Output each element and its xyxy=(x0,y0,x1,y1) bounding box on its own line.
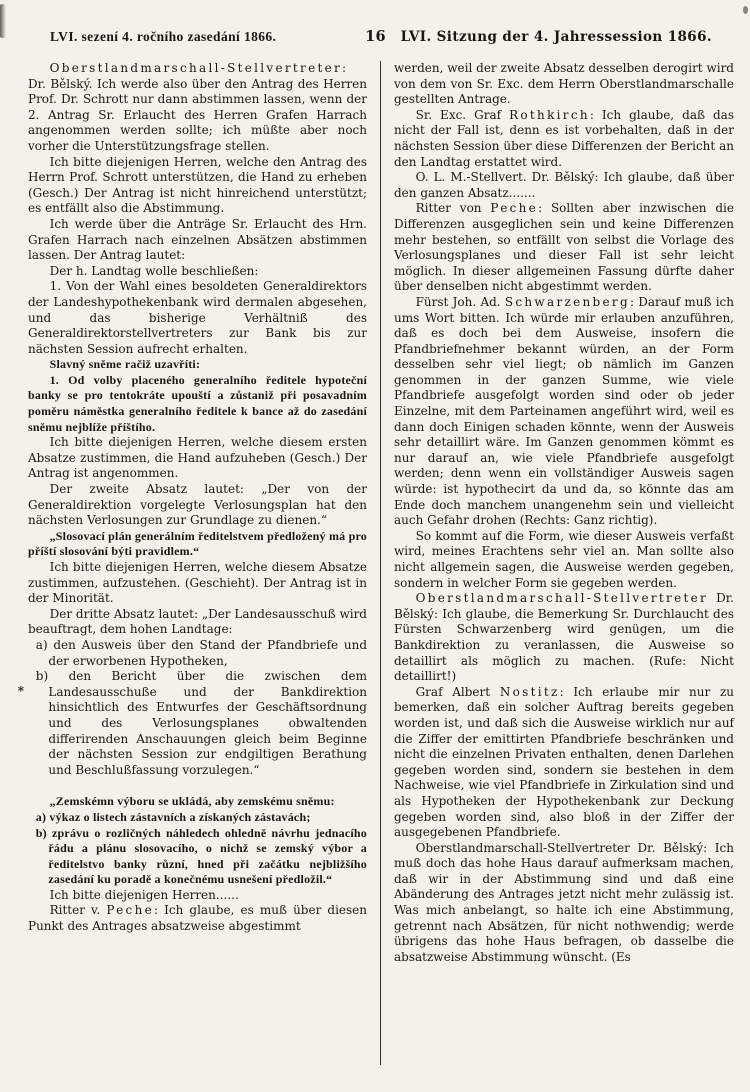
speaker-name: Rothkirch xyxy=(509,107,590,122)
text-run: Dr. Bělský. Ich werde also über den Antrag des Herren Prof. Dr. Schrott nur dann abstimmen lassen, wenn der 2. Antrag Sr. Erlaucht des Herren Grafen Harrach angenommen werden sollte; ich müßte aber noch vorher die Unterstützungsfrage stellen. xyxy=(28,76,367,153)
paragraph xyxy=(394,591,734,685)
text-run: Der zweite Absatz lautet: „Der von der Generaldirektion vorgelegte Verlosungsplan hat den nächsten Verlosungen zur Grundlage zu dienen.“ xyxy=(28,482,367,528)
paragraph xyxy=(28,435,367,482)
paragraph xyxy=(394,61,734,108)
text-run: : Darauf muß ich ums Wort bitten. Ich würde mir erlauben anzuführen, daß es doch bei dem Ausweise, insofern die Pfandbriefnehmer bekannt würden, an der Form desselben sehr viel liegt; ob nämlich im Ganzen genommen in der ganzen Summe, wie viele Pfandbriefe ausgefolgt worden sind oder ob jeder Einzelne, mit dem Parteinamen angeführt wird, weil es dann doch Einigen schaden könnte, wenn der Ausweis sehr detaillirt wäre. Im Ganzen genommen kömmt es nur darauf an, wie viele Pfandbriefe ausgefolgt werden; denn wenn ein vollständiger Ausweis sagen würde: ist hypothecirt da und da, so könnte das am Ende doch manchem unangenehm sein und vielleicht auch Gefahr drohen (Rechts: Ganz richtig). xyxy=(394,294,734,528)
paragraph xyxy=(28,264,367,280)
paragraph xyxy=(28,217,367,264)
paragraph xyxy=(28,482,367,529)
paragraph xyxy=(394,295,734,529)
header-title-german: LVI. Sitzung der 4. Jahressession 1866. xyxy=(400,29,712,45)
speaker-name: Nostitz xyxy=(499,684,560,699)
two-column-text-block xyxy=(17,61,734,1065)
text-run: Fürst Joh. Ad. xyxy=(415,294,505,309)
scan-artifact xyxy=(0,4,6,38)
text-run: Der h. Landtag wolle beschließen: xyxy=(49,263,259,278)
paragraph xyxy=(394,685,734,841)
text-run: werden, weil der zweite Absatz desselben derogirt wird von dem von Sr. Exc. dem Herrn Oberstlandmarschalle gestellten Antrage. xyxy=(394,61,734,107)
column-left xyxy=(17,61,381,1065)
text-run: Ich bitte diejenigen Herren, welche den Antrag des Herrn Prof. Schrott unterstützen, die Hand zu erheben (Gesch.) Der Antrag ist nicht hinreichend unterstützt; es entfällt also die Abstimmung. xyxy=(28,154,367,216)
header-title-czech: LVI. sezení 4. ročního zasedání 1866. xyxy=(50,29,277,44)
paragraph xyxy=(35,809,367,826)
text-run: b) zprávu o rozličných náhledech ohledně návrhu jednacího řádu a plánu slosovacího, o nichž se zemský výbor a ředitelstvo banky různí, hned při začátku nejbližšího zasedání ku poradě a konečnému usnešení předložil.“ xyxy=(35,825,367,887)
page-number: 16 xyxy=(365,28,387,45)
text-run: Dr. Bělský: Ich glaube, die Bemerkung Sr. Durchlaucht des Fürsten Schwarzenberg wird genügen, um die Bankdirektion zu veranlassen, die Ausweise so detaillirt als möglich zu machen. (Rufe: Nicht detaillirt!) xyxy=(394,591,734,684)
text-run: a) výkaz o listech zástavních a získaných zástavách; xyxy=(35,809,311,824)
text-run: So kommt auf die Form, wie dieser Ausweis verfaßt wird, meines Erachtens sehr viel an. Man sollte also nicht allgemein sagen, die Ausweise werden gegeben, sondern in welcher Form sie gegeben werden. xyxy=(394,528,734,590)
text-run: : Ich erlaube mir nur zu bemerken, daß ein solcher Auftrag bereits gegeben worden ist, und daß sich die Ausweise wirklich nur auf die Ziffer der emittirten Pfandbriefe beschränken und nicht die einzelnen Privaten enthalten, denen Darlehen gegeben worden sind, sondern sie bestehen in dem Nachweise, wie viel Pfandbriefe in Zirkulation sind und als Hypotheken der Hypothekenbank zur Deckung gegeben worden sind, also bloß in der Ziffer der ausgegebenen Pfandbriefe. xyxy=(394,684,734,840)
text-run: : Ich glaube, es muß über diesen Punkt des Antrages absatzweise abgestimmt xyxy=(28,903,368,934)
margin-asterisk-mark: * xyxy=(17,683,25,698)
paragraph xyxy=(28,794,367,810)
text-run: Sr. Exc. Graf xyxy=(415,107,510,122)
text-run: 1. Od volby placeného generalního ředitele hypoteční banky se pro tentokráte upouští a zůstaniž při posavadním poměru náměstka generalního ředitele k bance až do zasedání sněmu nejblíže příštího. xyxy=(28,372,367,434)
text-run: O. L. M.-Stellvert. Dr. Bělský: Ich glaube, daß über den ganzen Absatz....... xyxy=(394,170,734,200)
paragraph xyxy=(28,903,367,934)
speaker-name: Oberstlandmarschall-Stellvertreter xyxy=(415,591,709,606)
speaker-name: Schwarzenberg xyxy=(504,294,630,309)
paragraph xyxy=(28,61,367,155)
text-run: Graf Albert xyxy=(415,684,500,699)
text-run: Oberstlandmarschall-Stellvertreter Dr. Bělský: Ich muß doch das hohe Haus darauf aufmerksam machen, daß wir in der Abstimmung sind und daß eine Abänderung des Antrages jetzt nicht mehr zulässig ist. Was mich anbelangt, so halte ich eine Abstimmung, getrennt nach Absätzen, für nicht nothwendig; werde übrigens das hohe Haus befragen, ob dasselbe die absatzweise Abstimmung wünscht. (Es xyxy=(394,840,734,964)
column-right xyxy=(381,61,734,1065)
paragraph xyxy=(394,108,734,170)
text-run: Ich bitte diejenigen Herren, welche diesem ersten Absatze zustimmen, die Hand aufzuheben (Gesch.) Der Antrag ist angenommen. xyxy=(28,435,367,481)
text-run: „Slosovací plán generálním ředitelstvem předložený má pro příští slosování býti pravidlem.“ xyxy=(28,528,367,559)
paragraph xyxy=(35,637,367,669)
paragraph xyxy=(28,529,367,560)
text-run: a) den Ausweis über den Stand der Pfandbriefe und der erworbenen Hypotheken, xyxy=(35,637,367,668)
paragraph xyxy=(394,170,734,201)
text-run: Ich bitte diejenigen Herren...... xyxy=(49,887,239,902)
paragraph xyxy=(28,279,367,357)
text-run: b) den Bericht über die zwischen dem Landesausschuße und der Bankdirektion hinsichtlich des Entwurfes der Geschäftsordnung und des Verlosungsplanes obwaltenden differirenden Anschauungen gleich beim Beginne der nächsten Session zur endgiltigen Berathung und Beschlußfassung vorzulegen.“ xyxy=(35,669,367,777)
paragraph xyxy=(28,155,367,217)
paragraph xyxy=(28,560,367,607)
text-run: : Ich glaube, daß das nicht der Fall ist, denn es ist vorbehalten, daß in der nächsten Session über diese Differenzen der Bericht an den Landtag erstattet wird. xyxy=(394,107,734,169)
paragraph xyxy=(28,888,367,904)
text-run: Ritter v. xyxy=(49,903,107,918)
paragraph xyxy=(28,373,367,435)
text-run: 1. Von der Wahl eines besoldeten Generaldirektors der Landeshypothekenbank wird dermalen abgesehen, und das bisherige Verhältniß des Generaldirektorstellvertreters zur Bank bis zur nächsten Session aufrecht erhalten. xyxy=(28,279,367,356)
text-run: Slavný sněme račiž uzavříti: xyxy=(49,357,201,372)
paragraph xyxy=(28,357,367,373)
paragraph xyxy=(394,841,734,966)
text-run: Der dritte Absatz lautet: „Der Landesausschuß wird beauftragt, dem hohen Landtage: xyxy=(28,606,367,637)
text-run: Ritter von xyxy=(415,201,491,216)
paragraph xyxy=(394,201,734,295)
scan-artifact xyxy=(743,6,748,14)
speaker-name: Peche xyxy=(106,903,154,918)
page-header xyxy=(0,0,750,55)
paragraph xyxy=(394,529,734,591)
speaker-name: Peche xyxy=(490,201,539,216)
speaker-name: Oberstlandmarschall-Stellvertreter: xyxy=(49,61,349,75)
text-run: „Zemskémn výboru se ukládá, aby zemskému sněmu: xyxy=(49,794,335,809)
text-run: Ich werde über die Anträge Sr. Erlaucht des Hrn. Grafen Harrach nach einzelnen Absätzen abstimmen lassen. Der Antrag lautet: xyxy=(28,216,367,263)
paragraph xyxy=(35,825,367,888)
text-run: Ich bitte diejenigen Herren, welche diesem Absatze zustimmen, aufzustehen. (Geschieht). Der Antrag ist in der Minorität. xyxy=(28,560,367,606)
paragraph xyxy=(17,669,367,778)
text-run: : Sollten aber inzwischen die Differenzen ausgeglichen sein und keine Differenzen mehr bestehen, so entfällt von selbst die Vorlage des Verlosungsplanes und dieser Fall ist sehr leicht möglich. In dieser allgemeinen Fassung dürfte daher über denselben nicht abgestimmt werden. xyxy=(394,201,734,294)
paragraph xyxy=(28,607,367,638)
